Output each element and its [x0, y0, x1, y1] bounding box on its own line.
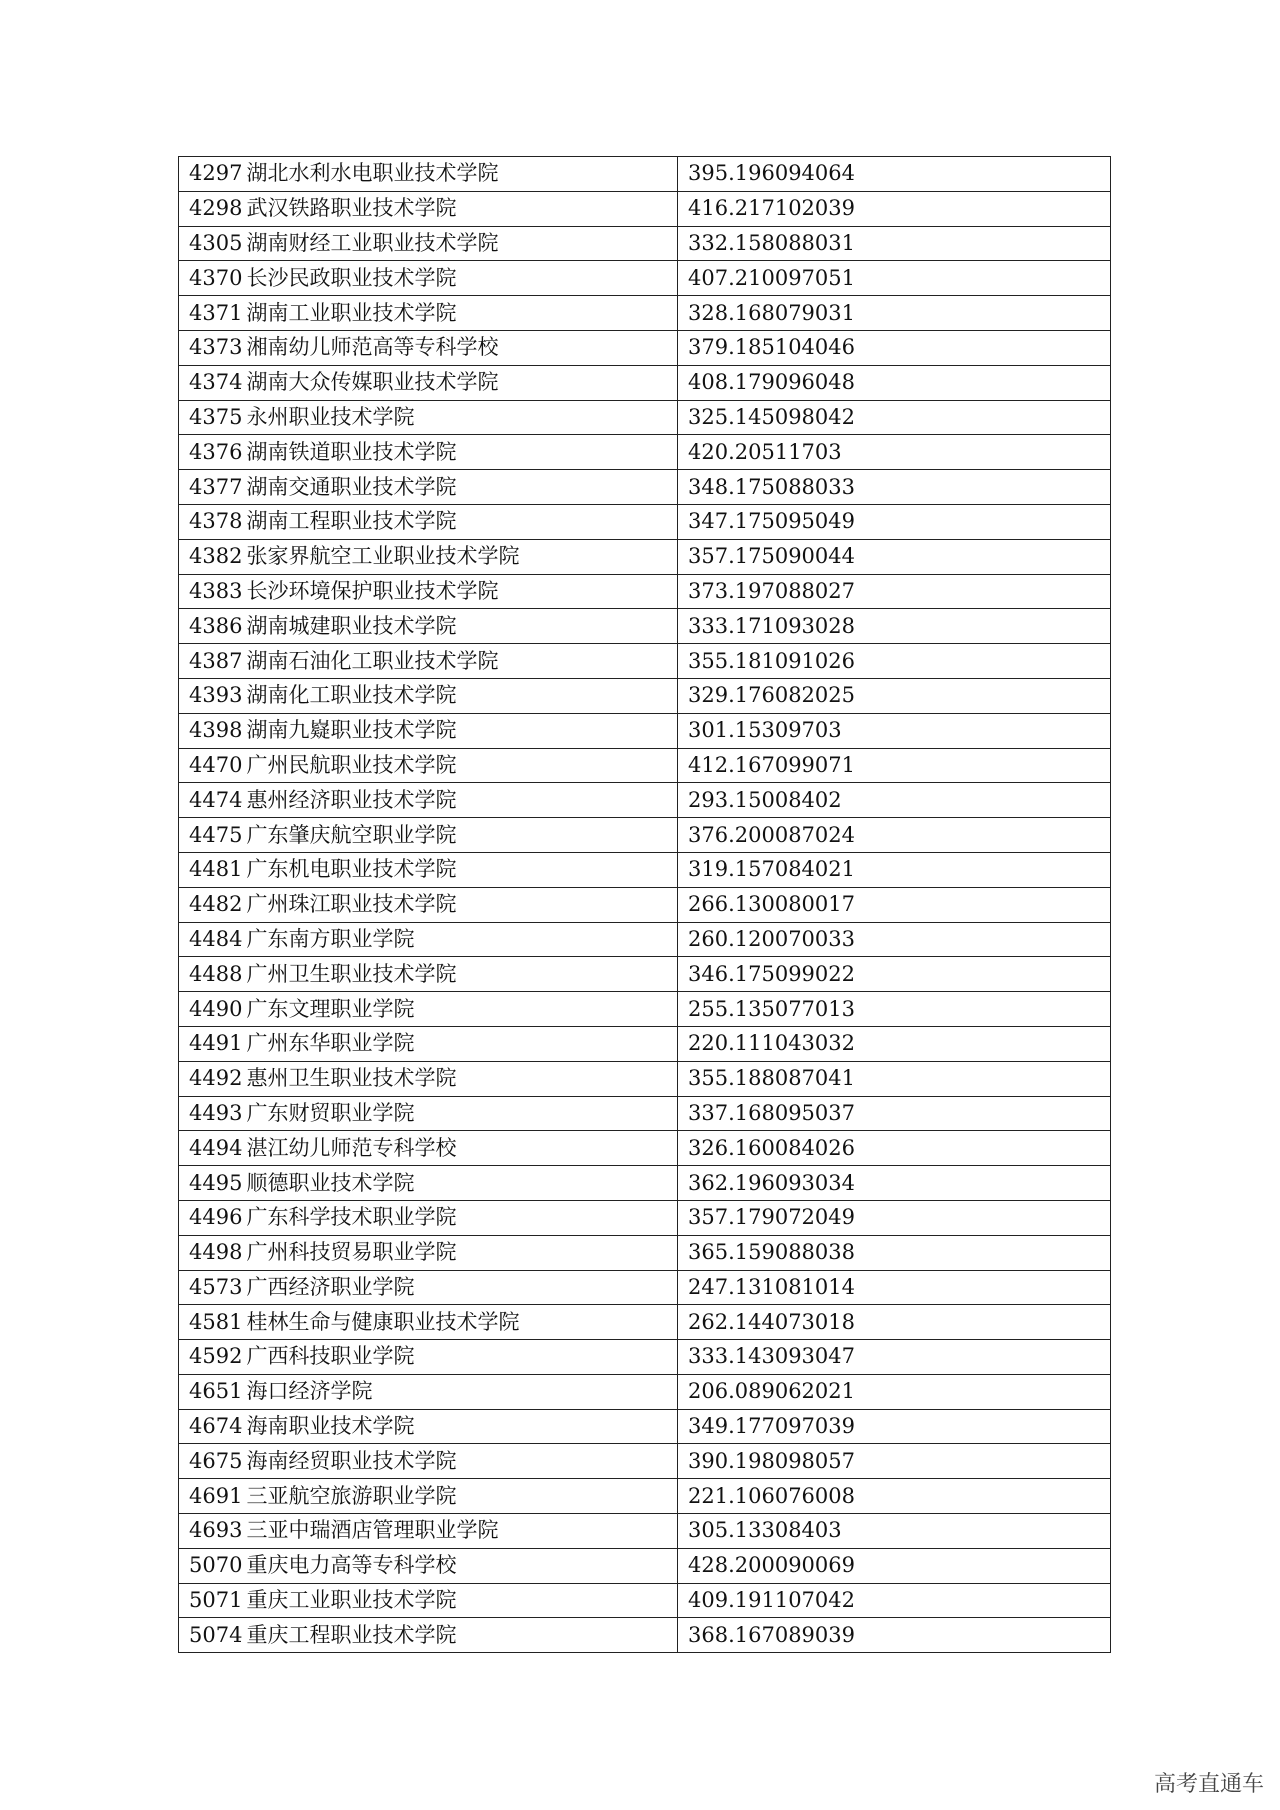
school-code: 4373 [189, 335, 243, 360]
school-code: 4387 [189, 648, 243, 673]
school-name: 武汉铁路职业技术学院 [246, 196, 457, 221]
table-row [179, 818, 1111, 853]
table-row [179, 957, 1111, 992]
school-cell [179, 1026, 678, 1061]
school-cell [179, 887, 678, 922]
school-code: 5070 [189, 1553, 243, 1578]
score-value: 376.200087024 [678, 818, 1111, 853]
score-value: 357.179072049 [678, 1200, 1111, 1235]
score-value: 325.145098042 [678, 400, 1111, 435]
table-row [179, 435, 1111, 470]
school-name: 广西科技职业学院 [246, 1344, 415, 1369]
school-code: 4484 [189, 926, 243, 951]
school-cell [179, 1061, 678, 1096]
school-name: 长沙民政职业技术学院 [246, 265, 457, 290]
school-code: 4383 [189, 578, 243, 603]
table-row [179, 1166, 1111, 1201]
school-cell [179, 678, 678, 713]
score-value: 390.198098057 [678, 1444, 1111, 1479]
school-name: 湖南九嶷职业技术学院 [246, 718, 457, 743]
school-cell [179, 539, 678, 574]
school-cell [179, 157, 678, 192]
school-code: 4651 [189, 1379, 243, 1404]
score-value: 365.159088038 [678, 1235, 1111, 1270]
school-cell [179, 365, 678, 400]
school-name: 三亚航空旅游职业学院 [246, 1483, 457, 1508]
school-cell [179, 1270, 678, 1305]
school-cell [179, 504, 678, 539]
school-code: 4693 [189, 1518, 243, 1543]
school-name: 广东肇庆航空职业学院 [246, 822, 457, 847]
school-code: 4691 [189, 1483, 243, 1508]
school-code: 4375 [189, 404, 243, 429]
school-name: 湖南城建职业技术学院 [246, 613, 457, 638]
table-row [179, 574, 1111, 609]
school-code: 4382 [189, 544, 243, 569]
school-name: 湖南铁道职业技术学院 [246, 439, 457, 464]
table-row [179, 539, 1111, 574]
school-name: 长沙环境保护职业技术学院 [246, 578, 499, 603]
school-name: 海口经济学院 [246, 1379, 373, 1404]
school-code: 4493 [189, 1100, 243, 1125]
score-value: 407.210097051 [678, 261, 1111, 296]
school-name: 广州卫生职业技术学院 [246, 961, 457, 986]
school-code: 4371 [189, 300, 243, 325]
school-name: 广东南方职业学院 [246, 926, 415, 951]
school-cell [179, 191, 678, 226]
score-value: 373.197088027 [678, 574, 1111, 609]
school-cell [179, 957, 678, 992]
score-value: 420.20511703 [678, 435, 1111, 470]
school-cell [179, 400, 678, 435]
school-name: 张家界航空工业职业技术学院 [246, 544, 520, 569]
school-cell [179, 574, 678, 609]
school-name: 广东财贸职业学院 [246, 1100, 415, 1125]
school-cell [179, 992, 678, 1027]
school-cell [179, 330, 678, 365]
score-value: 348.175088033 [678, 470, 1111, 505]
score-value: 379.185104046 [678, 330, 1111, 365]
school-cell [179, 1374, 678, 1409]
score-value: 220.111043032 [678, 1026, 1111, 1061]
school-code: 5074 [189, 1622, 243, 1647]
table-row [179, 783, 1111, 818]
table-row [179, 1061, 1111, 1096]
school-code: 4378 [189, 509, 243, 534]
school-name: 广东机电职业技术学院 [246, 857, 457, 882]
school-name: 湖南石油化工职业技术学院 [246, 648, 499, 673]
score-value: 221.106076008 [678, 1479, 1111, 1514]
score-value: 346.175099022 [678, 957, 1111, 992]
table-row [179, 1026, 1111, 1061]
school-code: 4475 [189, 822, 243, 847]
school-code: 4498 [189, 1240, 243, 1265]
school-name: 湖南工业职业技术学院 [246, 300, 457, 325]
score-value: 255.135077013 [678, 992, 1111, 1027]
table-row [179, 400, 1111, 435]
school-name: 湛江幼儿师范专科学校 [246, 1135, 457, 1160]
school-code: 4298 [189, 196, 243, 221]
school-code: 4386 [189, 613, 243, 638]
school-name: 湖南化工职业技术学院 [246, 683, 457, 708]
score-value: 412.167099071 [678, 748, 1111, 783]
school-cell [179, 1131, 678, 1166]
school-code: 4491 [189, 1031, 243, 1056]
table-row [179, 191, 1111, 226]
table-row [179, 1305, 1111, 1340]
school-code: 4374 [189, 370, 243, 395]
score-value: 293.15008402 [678, 783, 1111, 818]
school-name: 惠州经济职业技术学院 [246, 787, 457, 812]
table-row [179, 1374, 1111, 1409]
table-row [179, 1340, 1111, 1375]
school-cell [179, 1305, 678, 1340]
table-row [179, 1479, 1111, 1514]
score-value: 301.15309703 [678, 713, 1111, 748]
school-code: 4495 [189, 1170, 243, 1195]
score-value: 416.217102039 [678, 191, 1111, 226]
score-value: 329.176082025 [678, 678, 1111, 713]
school-name: 永州职业技术学院 [246, 404, 415, 429]
school-code: 4393 [189, 683, 243, 708]
score-value: 337.168095037 [678, 1096, 1111, 1131]
school-name: 湘南幼儿师范高等专科学校 [246, 335, 499, 360]
school-cell [179, 1200, 678, 1235]
score-value: 328.168079031 [678, 296, 1111, 331]
table-row [179, 1409, 1111, 1444]
table-row [179, 1200, 1111, 1235]
school-cell [179, 226, 678, 261]
school-code: 4488 [189, 961, 243, 986]
school-cell [179, 1618, 678, 1653]
school-name: 广州民航职业技术学院 [246, 752, 457, 777]
school-cell [179, 644, 678, 679]
school-code: 4674 [189, 1414, 243, 1439]
score-value: 368.167089039 [678, 1618, 1111, 1653]
school-cell [179, 1444, 678, 1479]
school-code: 5071 [189, 1588, 243, 1613]
school-cell [179, 1409, 678, 1444]
school-name: 海南职业技术学院 [246, 1414, 415, 1439]
score-value: 326.160084026 [678, 1131, 1111, 1166]
school-name: 湖南交通职业技术学院 [246, 474, 457, 499]
school-name: 湖北水利水电职业技术学院 [246, 161, 499, 186]
table-row [179, 330, 1111, 365]
table-row [179, 261, 1111, 296]
school-name: 惠州卫生职业技术学院 [246, 1066, 457, 1091]
school-name: 广州科技贸易职业学院 [246, 1240, 457, 1265]
school-code: 4376 [189, 439, 243, 464]
score-value: 395.196094064 [678, 157, 1111, 192]
school-name: 广州珠江职业技术学院 [246, 892, 457, 917]
school-code: 4494 [189, 1135, 243, 1160]
table-row [179, 1583, 1111, 1618]
score-value: 347.175095049 [678, 504, 1111, 539]
table-row [179, 1235, 1111, 1270]
school-cell [179, 1340, 678, 1375]
school-code: 4470 [189, 752, 243, 777]
table-row [179, 852, 1111, 887]
table-row [179, 748, 1111, 783]
table-row [179, 1514, 1111, 1549]
table-row [179, 887, 1111, 922]
table-row [179, 1131, 1111, 1166]
score-value: 247.131081014 [678, 1270, 1111, 1305]
school-name: 桂林生命与健康职业技术学院 [246, 1309, 520, 1334]
score-value: 355.181091026 [678, 644, 1111, 679]
table-row [179, 157, 1111, 192]
school-code: 4573 [189, 1274, 243, 1299]
school-code: 4377 [189, 474, 243, 499]
school-code: 4592 [189, 1344, 243, 1369]
school-cell [179, 296, 678, 331]
school-name: 广东科学技术职业学院 [246, 1205, 457, 1230]
score-value: 355.188087041 [678, 1061, 1111, 1096]
school-cell [179, 713, 678, 748]
school-name: 顺德职业技术学院 [246, 1170, 415, 1195]
school-cell [179, 261, 678, 296]
score-value: 262.144073018 [678, 1305, 1111, 1340]
school-code: 4297 [189, 161, 243, 186]
school-name: 广西经济职业学院 [246, 1274, 415, 1299]
score-value: 266.130080017 [678, 887, 1111, 922]
school-name: 广州东华职业学院 [246, 1031, 415, 1056]
school-code: 4305 [189, 230, 243, 255]
school-cell [179, 1235, 678, 1270]
school-name: 重庆电力高等专科学校 [246, 1553, 457, 1578]
school-code: 4370 [189, 265, 243, 290]
table-row [179, 1444, 1111, 1479]
table-row [179, 992, 1111, 1027]
score-value: 357.175090044 [678, 539, 1111, 574]
school-cell [179, 852, 678, 887]
school-name: 湖南大众传媒职业技术学院 [246, 370, 499, 395]
score-value: 409.191107042 [678, 1583, 1111, 1618]
school-name: 三亚中瑞酒店管理职业学院 [246, 1518, 499, 1543]
school-cell [179, 783, 678, 818]
table-row [179, 226, 1111, 261]
school-cell [179, 1548, 678, 1583]
school-code: 4398 [189, 718, 243, 743]
table-row [179, 1548, 1111, 1583]
school-cell [179, 748, 678, 783]
score-value: 362.196093034 [678, 1166, 1111, 1201]
score-value: 332.158088031 [678, 226, 1111, 261]
school-cell [179, 1583, 678, 1618]
school-name: 湖南财经工业职业技术学院 [246, 230, 499, 255]
school-cell [179, 1514, 678, 1549]
school-name: 重庆工业职业技术学院 [246, 1588, 457, 1613]
school-name: 海南经贸职业技术学院 [246, 1448, 457, 1473]
table-row [179, 922, 1111, 957]
school-cell [179, 922, 678, 957]
score-value: 333.171093028 [678, 609, 1111, 644]
score-value: 260.120070033 [678, 922, 1111, 957]
score-value: 206.089062021 [678, 1374, 1111, 1409]
score-value: 428.200090069 [678, 1548, 1111, 1583]
school-cell [179, 609, 678, 644]
score-value: 305.13308403 [678, 1514, 1111, 1549]
table-row [179, 1618, 1111, 1653]
table-row [179, 713, 1111, 748]
score-value: 408.179096048 [678, 365, 1111, 400]
score-value: 333.143093047 [678, 1340, 1111, 1375]
school-name: 湖南工程职业技术学院 [246, 509, 457, 534]
school-cell [179, 435, 678, 470]
school-code: 4492 [189, 1066, 243, 1091]
school-cell [179, 818, 678, 853]
school-code: 4481 [189, 857, 243, 882]
school-code: 4581 [189, 1309, 243, 1334]
school-code: 4675 [189, 1448, 243, 1473]
table-row [179, 1096, 1111, 1131]
table-row [179, 365, 1111, 400]
table-row [179, 1270, 1111, 1305]
table-row [179, 609, 1111, 644]
school-cell [179, 1096, 678, 1131]
school-name: 重庆工程职业技术学院 [246, 1622, 457, 1647]
score-table [178, 156, 1111, 1653]
school-name: 广东文理职业学院 [246, 996, 415, 1021]
school-code: 4490 [189, 996, 243, 1021]
school-code: 4482 [189, 892, 243, 917]
score-value: 349.177097039 [678, 1409, 1111, 1444]
table-row [179, 678, 1111, 713]
score-value: 319.157084021 [678, 852, 1111, 887]
table-row [179, 470, 1111, 505]
table-row [179, 644, 1111, 679]
school-code: 4496 [189, 1205, 243, 1230]
school-cell [179, 1479, 678, 1514]
table-row [179, 296, 1111, 331]
school-cell [179, 470, 678, 505]
school-code: 4474 [189, 787, 243, 812]
watermark-text: 高考直通车 [1153, 1772, 1264, 1797]
table-body [179, 157, 1111, 1653]
school-cell [179, 1166, 678, 1201]
table-row [179, 504, 1111, 539]
